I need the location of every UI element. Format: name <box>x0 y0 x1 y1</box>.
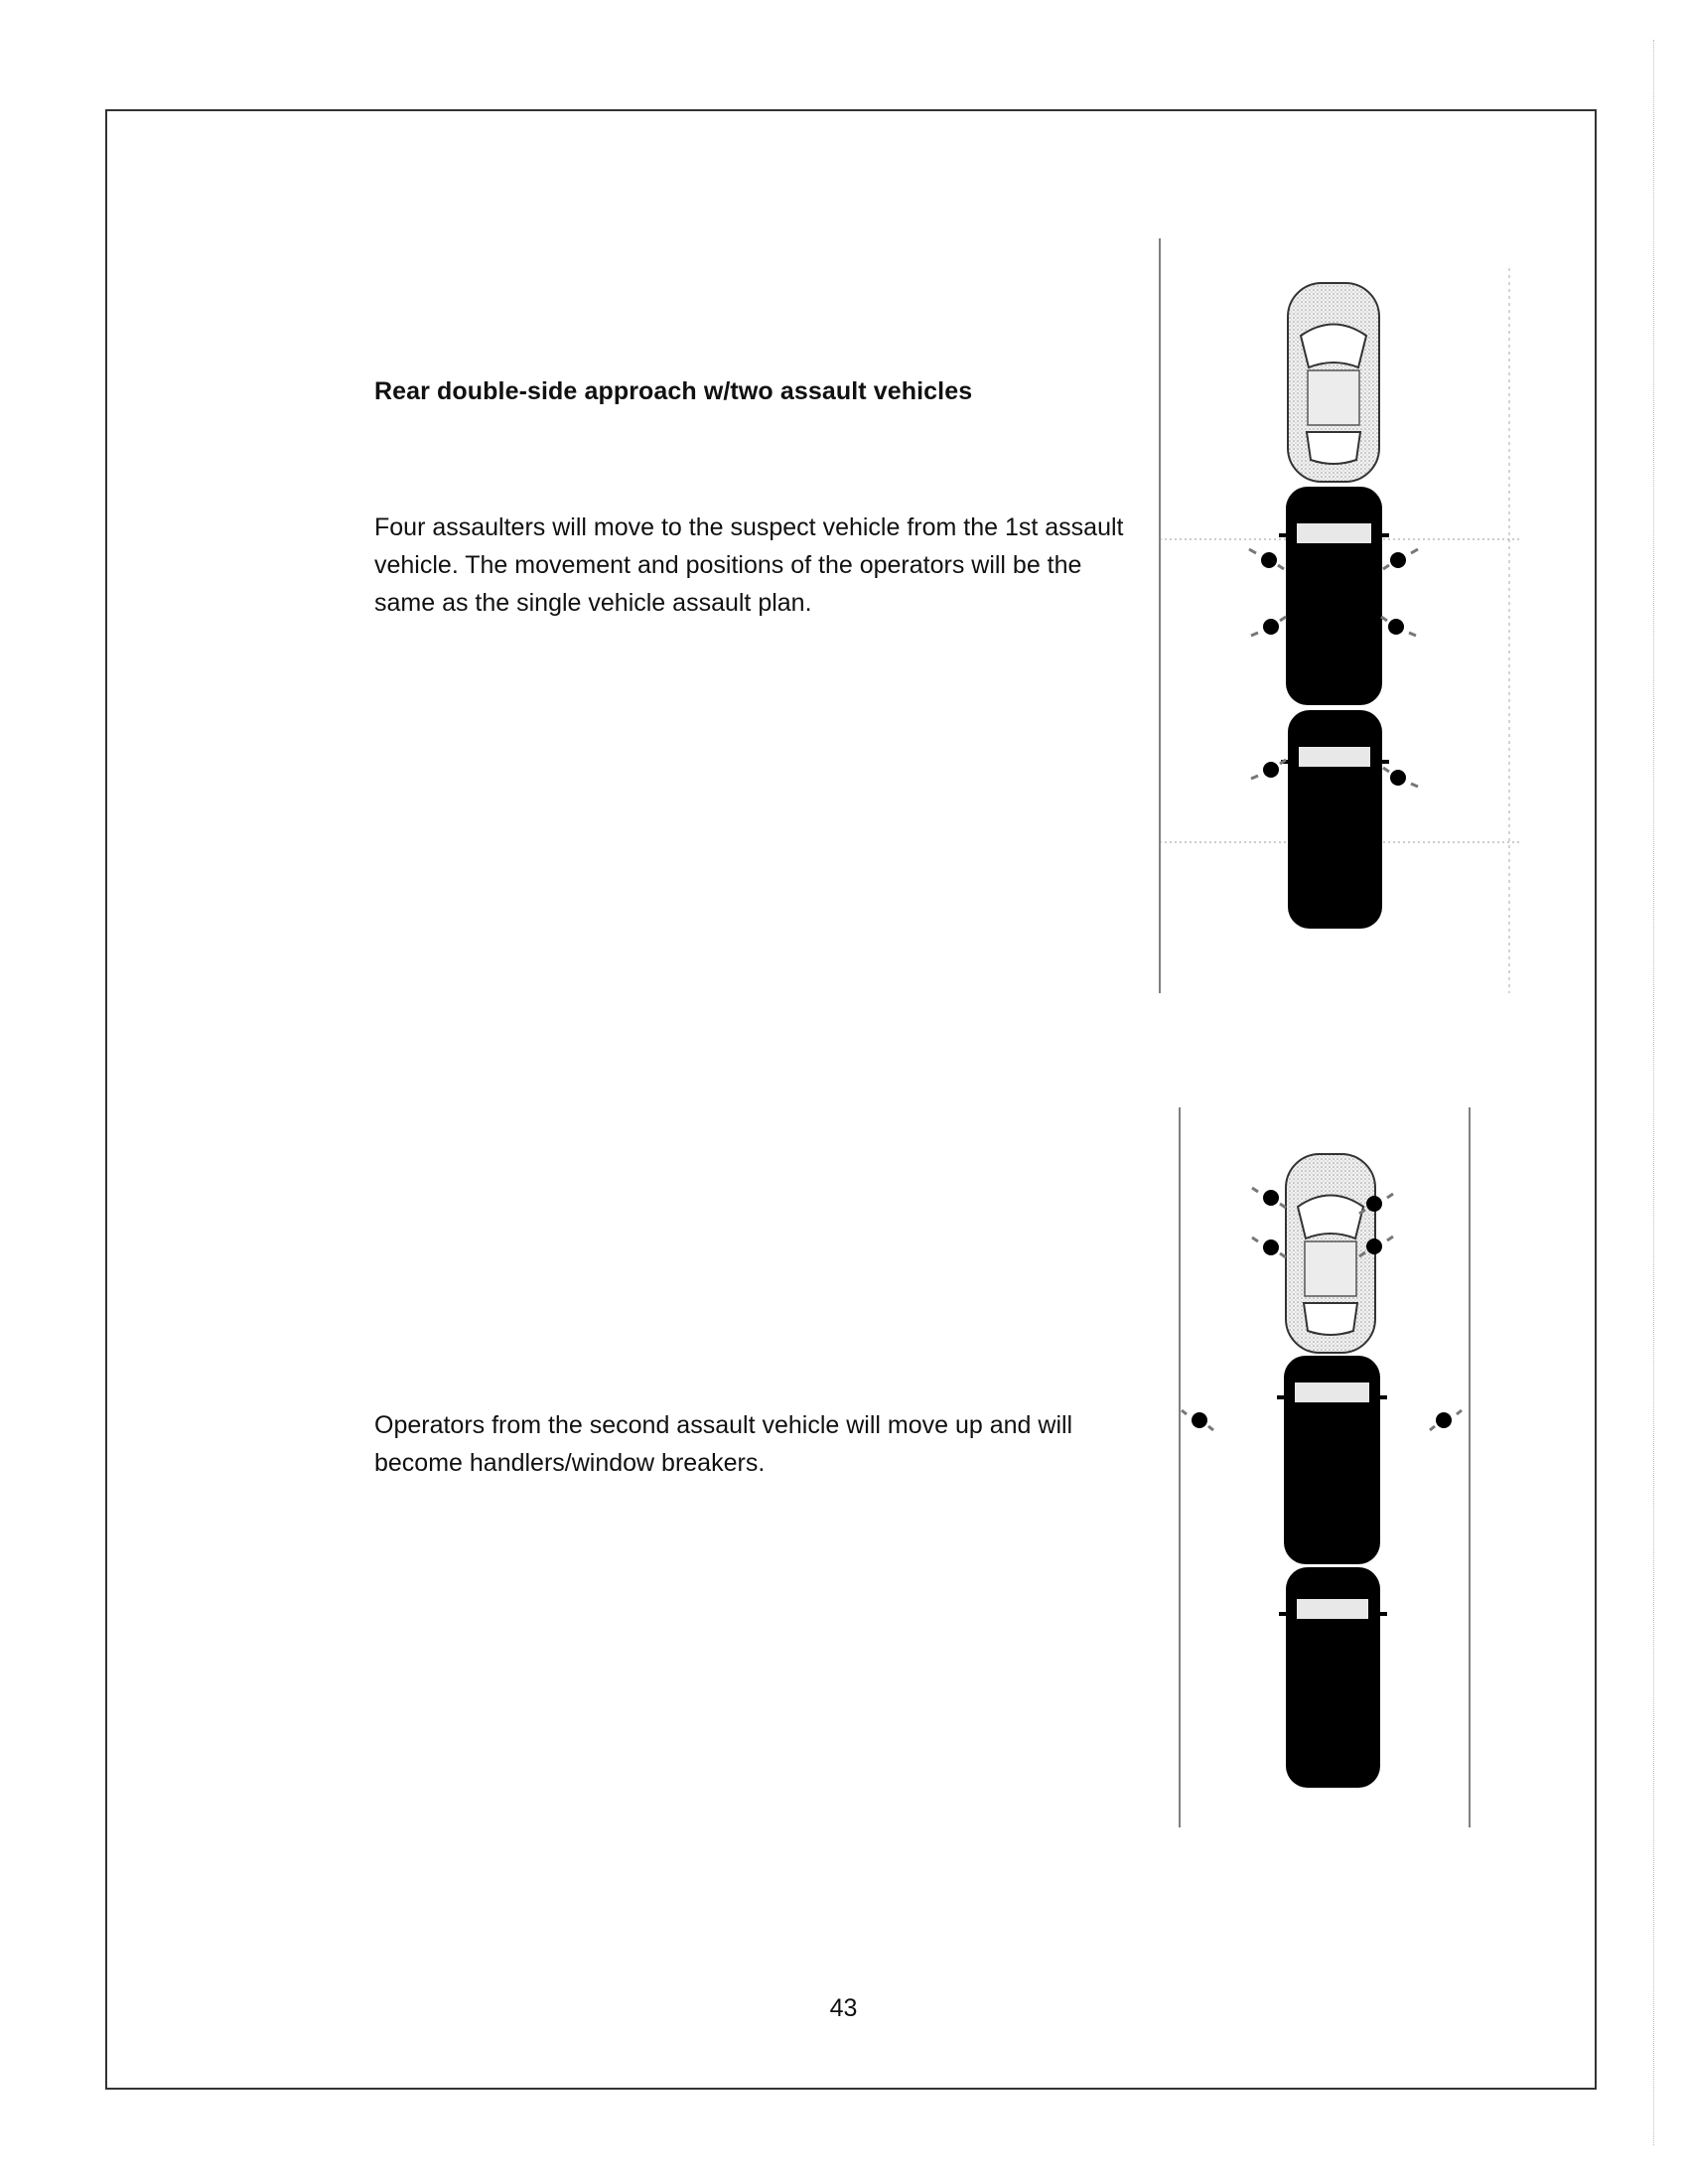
operator-icon <box>1383 549 1418 569</box>
diagram-rear-double-side-approach <box>1142 233 1539 998</box>
section-heading: Rear double-side approach w/two assault vehicles <box>374 377 973 405</box>
scan-edge <box>1653 40 1656 2145</box>
suspect-vehicle <box>1288 283 1379 482</box>
operator-icon <box>1251 760 1286 779</box>
page-number: 43 <box>829 1994 858 2022</box>
diagram-second-vehicle-movement <box>1142 1102 1539 1837</box>
operator-icon <box>1430 1410 1462 1430</box>
operator-icon <box>1251 617 1286 636</box>
operator-icon <box>1381 617 1416 636</box>
paragraph-first-approach: Four assaulters will move to the suspect vehicle from the 1st assault vehicle. The movement and positions of the operators will be the same as the single vehicle assault plan. <box>374 513 1124 617</box>
assault-vehicle-1 <box>1279 487 1389 705</box>
assault-vehicle-2 <box>1281 710 1389 929</box>
operator-icon <box>1252 1188 1286 1208</box>
operator-icon <box>1252 1238 1286 1257</box>
assault-vehicle-1 <box>1277 1356 1387 1564</box>
operator-icon <box>1182 1410 1213 1430</box>
operator-icon <box>1383 768 1418 787</box>
operator-icon <box>1249 549 1284 569</box>
assault-vehicle-2 <box>1279 1567 1387 1788</box>
paragraph-second-vehicle: Operators from the second assault vehicle will move up and will become handlers/window breakers. <box>374 1411 1073 1477</box>
